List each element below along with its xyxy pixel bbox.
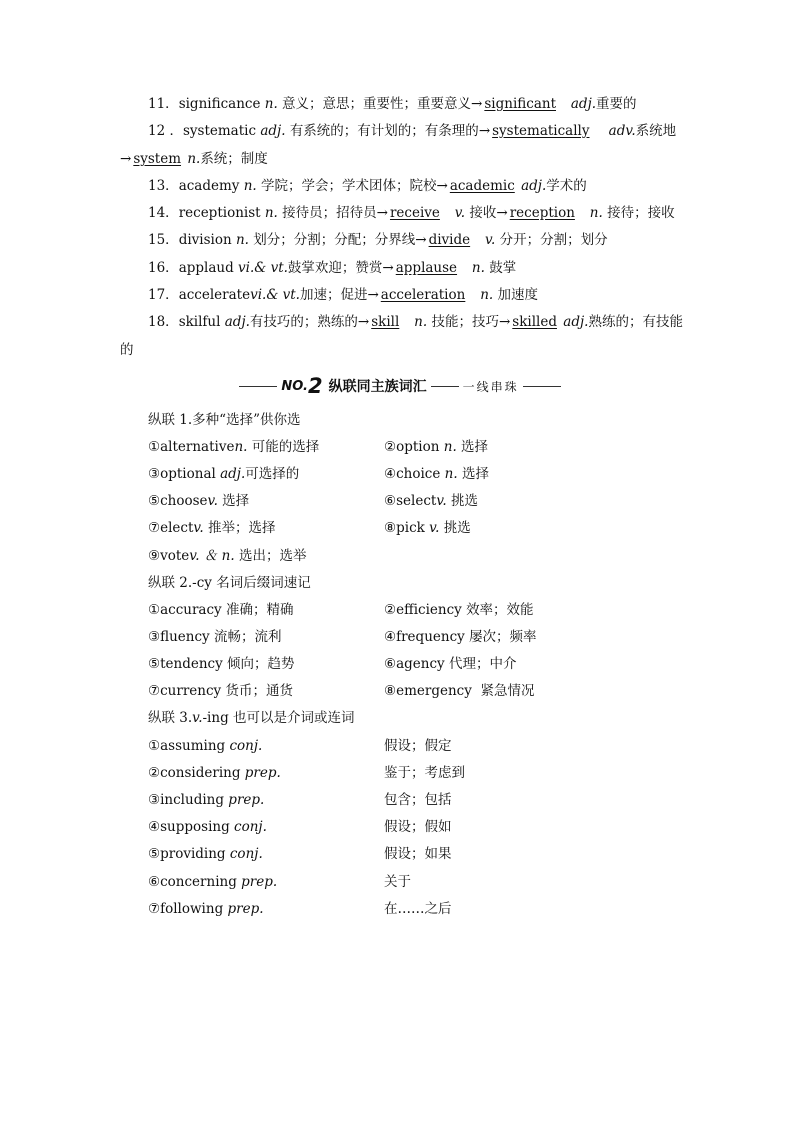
derived-meaning: 鼓掌 — [489, 260, 517, 276]
derived-word: skill — [371, 314, 400, 330]
list-item: ⑦following prep. — [148, 901, 264, 917]
list-item-meaning: 假设；假如 — [384, 819, 452, 835]
derived-pos-2: n. — [589, 205, 603, 221]
vocab-item-16 — [120, 258, 680, 278]
vocab-item-14 — [120, 203, 680, 223]
list-item: ⑧emergency 紧急情况 — [384, 683, 535, 699]
derived-word: systematically — [492, 123, 590, 139]
arrow-icon: → — [120, 151, 130, 167]
part-of-speech: n. — [264, 96, 278, 112]
vocab-item-18 — [120, 312, 683, 332]
derived-meaning-2: 接待；接收 — [607, 205, 675, 221]
meaning: 有系统的；有计划的；有条理的 — [289, 123, 479, 139]
part-of-speech: vi.& vt. — [238, 260, 288, 276]
headword: academy — [178, 178, 240, 194]
section-title: 纵联同主族词汇 — [328, 379, 427, 395]
arrow-icon: → — [471, 96, 481, 112]
vocab-item-12 — [120, 121, 680, 141]
headword: accelerate — [178, 287, 251, 303]
part-of-speech: adj. — [224, 314, 250, 330]
list-row — [148, 654, 688, 674]
list-item-meaning: 鉴于；考虑到 — [384, 765, 465, 781]
arrow-icon: → — [357, 314, 368, 330]
header-rule-middle — [431, 386, 459, 387]
headword: receptionist — [178, 205, 261, 221]
part-of-speech: adj. — [260, 123, 286, 139]
vocab-item-15 — [120, 230, 680, 250]
meaning: 有技巧的；熟练的 — [249, 314, 358, 330]
derived-word-2: reception — [509, 205, 575, 221]
list-item: ④frequency 屡次；频率 — [384, 629, 537, 645]
section-no-label: NO. — [281, 378, 308, 394]
list-item: ③optional adj.可选择的 — [148, 466, 300, 482]
item-number: 11． — [148, 96, 179, 112]
list-item-meaning: 在……之后 — [384, 901, 452, 917]
list-row — [148, 899, 688, 919]
derived-pos: n. — [471, 260, 485, 276]
derived-pos: n. — [414, 314, 428, 330]
list-item: ④choice n. 选择 — [384, 466, 489, 482]
list-row — [148, 681, 688, 701]
list-item: ⑤tendency 倾向；趋势 — [148, 656, 295, 672]
item-number: 12 ． — [148, 123, 183, 139]
list-row — [148, 627, 688, 647]
derived-word: academic — [449, 178, 515, 194]
list-item: ⑤choosev. 选择 — [148, 493, 250, 509]
part-of-speech: n. — [243, 178, 257, 194]
meaning: 加速；促进 — [299, 287, 368, 303]
meaning: 意义；意思；重要性；重要意义 — [282, 96, 472, 112]
arrow-icon: → — [382, 260, 392, 276]
derived-meaning: 系统；制度 — [200, 151, 268, 167]
list-row — [148, 518, 688, 538]
item-number: 17． — [148, 287, 179, 303]
vocab-item-17 — [120, 285, 680, 305]
list-item: ⑥concerning prep. — [148, 874, 278, 890]
derived-meaning: 接收 — [469, 205, 497, 221]
arrow-icon: → — [367, 287, 377, 303]
arrow-icon: → — [496, 205, 506, 221]
derived-pos: adj. — [570, 96, 597, 112]
list-row — [148, 844, 688, 864]
derived-word-2: skilled — [512, 314, 557, 330]
item-number: 18． — [148, 314, 179, 330]
header-rule-left — [239, 386, 277, 387]
headword: skilful — [178, 314, 221, 330]
arrow-icon: → — [436, 178, 446, 194]
list-row — [148, 790, 688, 810]
derived-pos: n. — [187, 151, 201, 167]
headword: significance — [178, 96, 261, 112]
group-3-title: 纵联 3.v.-ing 也可以是介词或连词 — [148, 710, 355, 726]
list-row — [148, 491, 688, 511]
item-number: 15． — [148, 232, 179, 248]
list-item-meaning: 假设；假定 — [384, 738, 452, 754]
list-item: ②considering prep. — [148, 765, 281, 781]
vocab-item-18-continued — [120, 340, 680, 360]
part-of-speech: n. — [264, 205, 278, 221]
arrow-icon: → — [376, 205, 386, 221]
derived-word: applause — [395, 260, 458, 276]
arrow-icon: → — [415, 232, 425, 248]
continued-text: 的 — [120, 342, 134, 358]
meaning: 接待员；招待员 — [282, 205, 377, 221]
derived-meaning: 系统地 — [635, 123, 677, 139]
list-row — [148, 437, 688, 457]
derived-meaning: 重要的 — [596, 96, 637, 112]
list-item: ⑦electv. 推举；选择 — [148, 520, 276, 536]
vocab-item-13 — [120, 176, 680, 196]
derived-meaning: 技能；技巧 — [431, 314, 499, 330]
list-item: ③including prep. — [148, 792, 265, 808]
headword: applaud — [178, 260, 234, 276]
headword: systematic — [182, 123, 257, 139]
list-item: ⑤providing conj. — [148, 846, 263, 862]
list-item: ①accuracy 准确；精确 — [148, 602, 294, 618]
list-row — [148, 817, 688, 837]
list-item-meaning: 包含；包括 — [384, 792, 452, 808]
list-item: ⑦currency 货币；通货 — [148, 683, 293, 699]
list-item: ⑥selectv. 挑选 — [384, 493, 478, 509]
group-2-title: 纵联 2.-cy 名词后缀词速记 — [148, 575, 311, 591]
arrow-icon: → — [478, 123, 489, 139]
derived-pos: adv. — [608, 123, 636, 139]
part-of-speech: vi.& vt. — [250, 287, 300, 303]
list-item-meaning: 假设；如果 — [384, 846, 452, 862]
section-number: 2 — [307, 374, 323, 398]
vocab-item-12-continued — [120, 149, 680, 169]
meaning: 学院；学会；学术团体；院校 — [261, 178, 437, 194]
arrow-icon: → — [498, 314, 509, 330]
section-header — [120, 374, 680, 398]
section-subtitle: 一线串珠 — [462, 379, 519, 394]
list-item: ②option n. 选择 — [384, 439, 489, 455]
vocab-item-11 — [120, 94, 680, 114]
list-item: ②efficiency 效率；效能 — [384, 602, 534, 618]
header-rule-right — [523, 386, 561, 387]
list-item: ③fluency 流畅；流利 — [148, 629, 282, 645]
item-number: 16． — [148, 260, 179, 276]
derived-pos: v. — [454, 205, 466, 221]
list-item-meaning: 关于 — [384, 874, 411, 890]
list-item: ①alternativen. 可能的选择 — [148, 439, 320, 455]
derived-word: system — [133, 151, 182, 167]
list-item: ①assuming conj. — [148, 738, 263, 754]
derived-meaning-2: 熟练的；有技能 — [588, 314, 683, 330]
derived-word: significant — [484, 96, 556, 112]
list-row — [148, 546, 688, 566]
list-row — [148, 600, 688, 620]
list-row — [148, 763, 688, 783]
derived-meaning: 加速度 — [497, 287, 538, 303]
list-item: ⑨votev. ＆ n. 选出；选举 — [148, 548, 307, 564]
derived-pos: v. — [485, 232, 496, 248]
group-1-title: 纵联 1.多种“选择”供你选 — [148, 412, 301, 428]
list-item: ⑥agency 代理；中介 — [384, 656, 517, 672]
list-row — [148, 464, 688, 484]
list-item: ⑧pick v. 挑选 — [384, 520, 471, 536]
part-of-speech: n. — [235, 232, 249, 248]
derived-pos: n. — [480, 287, 494, 303]
meaning: 鼓掌欢迎；赞赏 — [287, 260, 383, 276]
derived-word: acceleration — [380, 287, 466, 303]
derived-meaning: 学术的 — [546, 178, 587, 194]
list-row — [148, 736, 688, 756]
headword: division — [178, 232, 232, 248]
derived-word: receive — [389, 205, 440, 221]
meaning: 划分；分割；分配；分界线 — [253, 232, 416, 248]
list-row — [148, 872, 688, 892]
derived-pos-2: adj. — [563, 314, 589, 330]
item-number: 14． — [148, 205, 179, 221]
list-item: ④supposing conj. — [148, 819, 267, 835]
derived-meaning: 分开；分割；划分 — [499, 232, 608, 248]
item-number: 13． — [148, 178, 179, 194]
derived-pos: adj. — [521, 178, 547, 194]
derived-word: divide — [428, 232, 471, 248]
